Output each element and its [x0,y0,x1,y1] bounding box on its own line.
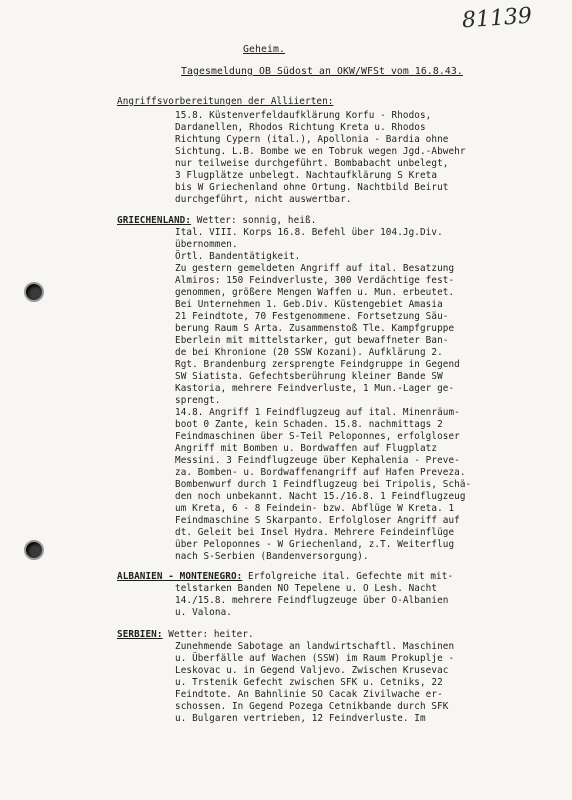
handwritten-page-number: 81139 [461,3,533,34]
text-line: nach S-Serbien (Bandenversorgung). [175,551,369,562]
report-title: Tagesmeldung OB Südost an OKW/WFSt vom 16.8.43. [181,66,463,77]
text-line: u. Valona. [175,607,232,618]
text-line: za. Bomben- u. Bordwaffenangriff auf Hafen Preveza. [175,467,466,478]
text-line: Messini. 3 Feindflugzeuge über Kephalenia - Preve- [175,455,460,466]
text-line: 21 Feindtote, 70 Festgenommene. Fortsetzung Säu- [175,311,449,322]
section-first-line [117,629,254,640]
text-line: schossen. In Gegend Pozega Cetnikbande durch SFK [175,701,449,712]
text-line: übernommen. [175,239,238,250]
text-line: u. Überfälle auf Wachen (SSW) im Raum Prokuplje - [175,653,455,664]
text-line: u. Trstenik Gefecht zwischen SFK u. Cetniks, 22 [175,677,443,688]
punch-hole-bottom [24,540,44,560]
text-line: 15.8. Küstenverfeldaufklärung Korfu - Rhodos, [175,110,432,121]
section-label-albania-montenegro: ALBANIEN - MONTENEGRO: [117,571,243,582]
text-line: bis W Griechenland ohne Ortung. Nachtbild Beirut [175,182,449,193]
text-line: Eberlein mit mittelstarker, gut bewaffneter Ban- [175,335,449,346]
text-line: 3 Flugplätze unbelegt. Nachtaufklärung S Kreta [175,170,438,181]
text-line: Rgt. Brandenburg zersprengte Feindgruppe in Gegend [175,359,460,370]
text-line: Richtung Cypern (ital.), Apollonia - Bardia ohne [175,134,449,145]
text-line: Bombenwurf durch 1 Feindflugzeug bei Tripolis, Schä- [175,479,472,490]
text-line: u. Bulgaren vertrieben, 12 Feindverluste. Im [175,713,426,724]
text-line: 14./15.8. mehrere Feindflugzeuge über O-Albanien [175,595,449,606]
text-line: SW Siatista. Gefechtsberührung kleiner Bande SW [175,371,443,382]
text-line: über Peloponnes - W Griechenland, z.T. Weiterflug [175,539,455,550]
text-line: telstarken Banden NO Tepelene u. O Lesh. Nacht [175,583,438,594]
text-line: Sichtung. L.B. Bombe we en Tobruk wegen Jgd.-Abwehr [175,146,466,157]
punch-hole-top [24,282,44,302]
text-line: nur teilweise durchgeführt. Bombabacht unbelegt, [175,158,449,169]
section-heading-allied-preparations: Angriffsvorbereitungen der Alliierten: [117,96,334,107]
text-line: genommen, größere Mengen Waffen u. Mun. erbeutet. [175,287,455,298]
text-line: Zunehmende Sabotage an landwirtschaftl. Maschinen [175,641,455,652]
classification-heading: Geheim. [243,44,285,55]
text-line: de bei Khronione (20 SSW Kozani). Aufklärung 2. [175,347,443,358]
text-line: Ital. VIII. Korps 16.8. Befehl über 104.Jg.Div. [175,227,443,238]
text-line: Angriff mit Bomben u. Bordwaffen auf Flugplatz [175,443,438,454]
section-first-line-text: Erfolgreiche ital. Gefechte mit mit- [242,571,454,582]
text-line: Dardanellen, Rhodos Richtung Kreta u. Rhodos [175,122,426,133]
text-line: Feindmaschinen über S-Teil Peloponnes, erfolgloser [175,431,460,442]
section-first-line-text: Wetter: sonnig, heiß. [191,215,317,226]
text-line: Almiros: 150 Feindverluste, 300 Verdächtige fest- [175,275,455,286]
text-line: durchgeführt, nicht auswertbar. [175,194,352,205]
text-line: den noch unbekannt. Nacht 15./16.8. 1 Feindflugzeug [175,491,466,502]
text-line: boot 0 Zante, kein Schaden. 15.8. nachmittags 2 [175,419,443,430]
text-line: Leskovac u. in Gegend Valjevo. Zwischen Krusevac [175,665,449,676]
section-first-line-text: Wetter: heiter. [162,629,254,640]
text-line: dt. Geleit bei Insel Hydra. Mehrere Feindeinflüge [175,527,455,538]
text-line: berung Raum S Arta. Zusammenstoß Tle. Kampfgruppe [175,323,455,334]
text-line: Feindmaschine S Skarpanto. Erfolgloser Angriff auf [175,515,460,526]
section-first-line [117,215,316,226]
text-line: Zu gestern gemeldeten Angriff auf ital. Besatzung [175,263,455,274]
section-label-serbia: SERBIEN: [117,629,163,640]
text-line: Bei Unternehmen 1. Geb.Div. Küstengebiet Amasia [175,299,443,310]
section-label-greece: GRIECHENLAND: [117,215,192,226]
text-line: um Kreta, 6 - 8 Feindein- bzw. Abflüge W Kreta. 1 [175,503,455,514]
text-line: Örtl. Bandentätigkeit. [175,251,301,262]
text-line: 14.8. Angriff 1 Feindflugzeug auf ital. Minenräum- [175,407,460,418]
text-line: sprengt. [175,395,221,406]
text-line: Kastoria, mehrere Feindverluste, 1 Mun.-Lager ge- [175,383,455,394]
text-line: Feindtote. An Bahnlinie SO Cacak Zivilwache er- [175,689,443,700]
section-first-line [117,571,453,582]
